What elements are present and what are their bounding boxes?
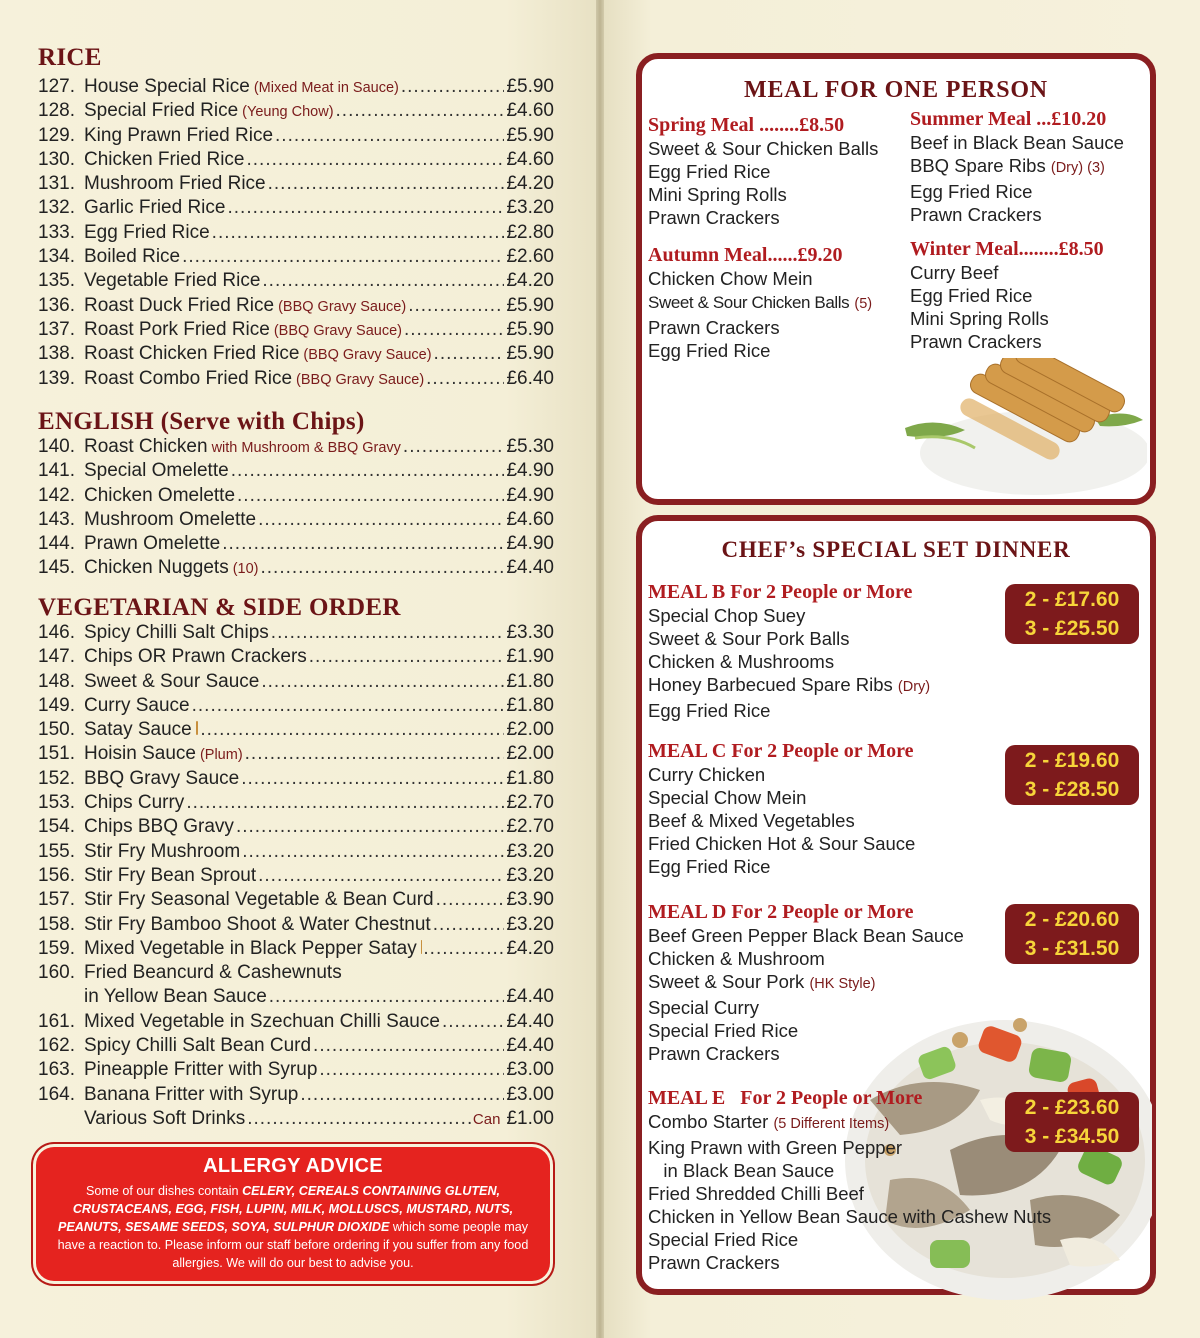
item-price: £4.20 xyxy=(506,173,554,195)
meal-line: Beef Green Pepper Black Bean Sauce xyxy=(648,925,964,946)
item-name: Chips OR Prawn Crackers xyxy=(84,646,307,668)
price-2-people: 2 - £20.60 xyxy=(1024,908,1120,931)
item-price: £2.60 xyxy=(506,246,554,268)
item-name: Stir Fry Bamboo Shoot & Water Chestnut xyxy=(84,913,431,935)
leader-dots xyxy=(408,295,504,317)
item-name: Roast Chicken xyxy=(84,436,208,457)
item-number: 148. xyxy=(38,670,75,692)
item-price: £5.90 xyxy=(506,76,554,97)
meal-heading: MEAL B For 2 People or More xyxy=(648,581,913,603)
item-name: Egg Fried Rice xyxy=(84,221,210,243)
menu-item xyxy=(38,149,554,173)
item-name: Boiled Rice xyxy=(84,246,181,268)
item-price: £4.60 xyxy=(506,508,554,530)
item-price: £3.00 xyxy=(506,1083,554,1105)
menu-item xyxy=(38,1011,554,1035)
leader-dots xyxy=(261,671,504,693)
item-number: 158. xyxy=(38,913,75,935)
meal-line: Sweet & Sour Pork (HK Style) xyxy=(648,971,876,992)
meal-line: Egg Fried Rice xyxy=(648,856,771,877)
price-2-people: 2 - £17.60 xyxy=(1024,588,1120,611)
meal-heading: Spring Meal ........£8.50 xyxy=(648,114,845,136)
leader-dots xyxy=(231,460,505,482)
item-name: Roast Pork Fried Rice xyxy=(84,318,270,340)
summer-meal xyxy=(910,107,1124,226)
item-number: 157. xyxy=(38,889,75,911)
price-3-people: 3 - £28.50 xyxy=(1024,778,1120,801)
menu-item xyxy=(38,509,554,533)
item-price: £5.30 xyxy=(506,436,554,457)
item-name: Vegetable Fried Rice xyxy=(84,270,261,292)
leader-dots xyxy=(271,622,505,644)
item-note: (BBQ Gravy Sauce) xyxy=(296,371,425,388)
item-name: Mixed Vegetable in Black Pepper Satay xyxy=(84,937,417,959)
item-price: £4.40 xyxy=(506,1010,554,1032)
leader-dots xyxy=(242,841,504,863)
menu-item xyxy=(38,938,554,962)
item-price: £2.00 xyxy=(506,719,554,741)
meal-d xyxy=(648,900,964,1065)
item-name: Mushroom Omelette xyxy=(84,508,257,530)
meal-line: Special Chop Suey xyxy=(648,605,806,626)
leader-dots xyxy=(319,1059,504,1081)
item-name: BBQ Gravy Sauce xyxy=(84,767,240,789)
item-price: £2.00 xyxy=(506,743,554,765)
item-price: £4.90 xyxy=(506,484,554,506)
meal-line: Prawn Crackers xyxy=(648,1252,780,1273)
menu-item xyxy=(38,743,554,767)
item-price: £4.40 xyxy=(506,1035,554,1057)
item-number: 152. xyxy=(38,767,75,789)
item-number: 149. xyxy=(38,694,75,716)
item-name: Mixed Vegetable in Szechuan Chilli Sauce xyxy=(84,1010,440,1032)
leader-dots xyxy=(313,1035,504,1057)
veg-items xyxy=(38,622,554,1132)
item-price: £4.20 xyxy=(506,270,554,292)
item-name: Stir Fry Mushroom xyxy=(84,840,241,862)
meal-for-one-title: MEAL FOR ONE PERSON xyxy=(744,77,1048,103)
menu-item xyxy=(38,768,554,792)
menu-item xyxy=(38,719,554,743)
item-note: (BBQ Gravy Sauce) xyxy=(278,298,407,315)
item-name: Various Soft Drinks xyxy=(84,1107,246,1129)
item-price: £6.40 xyxy=(506,367,554,389)
price-2-people: 2 - £19.60 xyxy=(1024,749,1120,772)
menu-item xyxy=(38,173,554,197)
item-name: Roast Chicken Fried Rice xyxy=(84,343,300,365)
item-name: Special Fried Rice xyxy=(84,100,239,122)
item-number: 127. xyxy=(38,76,75,97)
item-price: £5.90 xyxy=(506,343,554,365)
item-number: 143. xyxy=(38,508,75,530)
item-number: 130. xyxy=(38,148,75,170)
meal-heading: MEAL E For 2 People or More xyxy=(648,1087,923,1109)
item-number: 161. xyxy=(38,1010,75,1032)
menu-item xyxy=(38,816,554,840)
spring-rolls-photo xyxy=(895,358,1147,498)
leader-dots xyxy=(426,368,504,390)
meal-line: Prawn Crackers xyxy=(910,204,1042,225)
meal-heading: MEAL D For 2 People or More xyxy=(648,901,914,923)
item-number: 128. xyxy=(38,100,75,122)
veg-section-title: VEGETARIAN & SIDE ORDER xyxy=(38,594,401,621)
menu-item xyxy=(38,295,554,319)
menu-item xyxy=(38,246,554,270)
meal-line: Special Fried Rice xyxy=(648,1229,799,1250)
item-number: 132. xyxy=(38,197,75,219)
leader-dots xyxy=(433,914,505,936)
meal-line: Fried Chicken Hot & Sour Sauce xyxy=(648,833,916,854)
item-number: 129. xyxy=(38,124,75,146)
item-name: Fried Beancurd & Cashewnuts xyxy=(84,962,342,984)
item-number: 150. xyxy=(38,719,75,741)
menu-item xyxy=(38,889,554,913)
item-number: 155. xyxy=(38,840,75,862)
meal-line: Egg Fried Rice xyxy=(648,700,771,721)
price-3-people: 3 - £31.50 xyxy=(1024,937,1120,960)
meal-line: Egg Fried Rice xyxy=(910,181,1033,202)
item-number: 138. xyxy=(38,343,75,365)
menu-item xyxy=(38,368,554,392)
menu-item xyxy=(38,1059,554,1083)
item-number: 137. xyxy=(38,318,75,340)
item-price: £5.90 xyxy=(506,318,554,340)
menu-item xyxy=(38,100,554,124)
price-3-people: 3 - £34.50 xyxy=(1024,1125,1120,1148)
meal-line: Curry Chicken xyxy=(648,764,766,785)
item-note: (Mixed Meat in Sauce) xyxy=(253,80,399,96)
menu-item xyxy=(38,557,554,581)
menu-item xyxy=(38,197,554,221)
menu-item xyxy=(38,270,554,294)
item-price: £2.70 xyxy=(506,816,554,838)
item-number: 164. xyxy=(38,1083,75,1105)
meal-line: Fried Shredded Chilli Beef xyxy=(648,1183,864,1204)
item-name: Stir Fry Bean Sprout xyxy=(84,864,257,886)
meal-line: Sweet & Sour Chicken Balls (5) xyxy=(648,293,873,312)
leader-dots xyxy=(186,792,504,814)
leader-dots xyxy=(442,1011,505,1033)
allergy-title: ALLERGY ADVICE xyxy=(203,1155,383,1177)
item-price: £3.00 xyxy=(506,1059,554,1081)
leader-dots xyxy=(212,222,505,244)
item-price: £1.00 xyxy=(506,1107,554,1129)
item-price: £5.90 xyxy=(506,124,554,146)
item-name: Spicy Chilli Salt Chips xyxy=(84,622,269,643)
meal-line: in Black Bean Sauce xyxy=(648,1160,835,1181)
meal-line: Beef in Black Bean Sauce xyxy=(910,132,1124,153)
item-number: 139. xyxy=(38,367,75,389)
meal-heading: MEAL C For 2 People or More xyxy=(648,740,914,762)
item-price: £4.40 xyxy=(506,557,554,579)
item-number: 154. xyxy=(38,816,75,838)
meal-line: Curry Beef xyxy=(910,262,999,283)
leader-dots xyxy=(309,646,505,668)
leader-dots xyxy=(404,319,504,341)
rice-section-title: RICE xyxy=(38,44,102,71)
item-name: Pineapple Fritter with Syrup xyxy=(84,1059,318,1081)
meal-e xyxy=(648,1086,1051,1274)
meal-line: Chicken & Mushroom xyxy=(648,948,825,969)
item-name: Satay Sauce xyxy=(84,719,192,741)
item-name: Curry Sauce xyxy=(84,694,190,716)
item-price: £3.30 xyxy=(506,622,554,643)
leader-dots xyxy=(434,343,505,365)
meal-line: Prawn Crackers xyxy=(648,317,780,338)
item-name: Chicken Omelette xyxy=(84,484,236,506)
item-name: Sweet & Sour Sauce xyxy=(84,670,260,692)
leader-dots xyxy=(237,485,504,507)
item-number: 147. xyxy=(38,646,75,668)
menu-item xyxy=(38,695,554,719)
meal-line: Egg Fried Rice xyxy=(648,340,771,361)
item-number: 141. xyxy=(38,460,75,482)
meal-line: Chicken & Mushrooms xyxy=(648,651,835,672)
menu-item xyxy=(38,222,554,246)
meal-line: Honey Barbecued Spare Ribs (Dry) xyxy=(648,674,931,695)
leader-dots xyxy=(261,557,505,579)
meal-d-price-badge xyxy=(1005,904,1139,964)
item-name: Chicken Fried Rice xyxy=(84,148,245,170)
menu-item xyxy=(38,646,554,670)
item-note: with Mushroom & BBQ Gravy xyxy=(211,440,401,456)
item-price: £1.80 xyxy=(506,670,554,692)
item-name: Prawn Omelette xyxy=(84,533,221,555)
autumn-meal xyxy=(648,243,872,362)
meal-line: King Prawn with Green Pepper xyxy=(648,1137,902,1158)
item-note: (BBQ Gravy Sauce) xyxy=(303,347,432,364)
item-number: 145. xyxy=(38,557,75,579)
item-name: Special Omelette xyxy=(84,460,229,482)
meal-line: Special Curry xyxy=(648,997,760,1018)
meal-b-price-badge xyxy=(1005,584,1139,644)
meal-c-price-badge xyxy=(1005,745,1139,805)
item-number: 142. xyxy=(38,484,75,506)
meal-line: Prawn Crackers xyxy=(648,207,780,228)
meal-c xyxy=(648,739,915,878)
item-price: £5.90 xyxy=(506,294,554,316)
menu-item xyxy=(38,1108,554,1132)
meal-heading: Winter Meal........£8.50 xyxy=(910,238,1104,260)
item-price: £1.80 xyxy=(506,694,554,716)
item-number: 162. xyxy=(38,1035,75,1057)
winter-meal xyxy=(910,237,1104,353)
item-name: Roast Duck Fried Rice xyxy=(84,294,275,316)
peanut-icon xyxy=(421,940,422,954)
leader-dots xyxy=(336,100,505,122)
leader-dots xyxy=(403,436,505,458)
item-price: £4.60 xyxy=(506,100,554,122)
leader-dots xyxy=(200,719,504,741)
item-note: (Yeung Chow) xyxy=(242,104,334,121)
item-number: 144. xyxy=(38,533,75,555)
menu-item xyxy=(38,962,554,986)
leader-dots xyxy=(236,816,505,838)
price-prefix: Can xyxy=(472,1110,501,1128)
page-fold xyxy=(596,0,604,1338)
leader-dots xyxy=(401,76,505,98)
item-price: £3.90 xyxy=(506,889,554,911)
meal-line: Special Chow Mein xyxy=(648,787,807,808)
meal-line: Special Fried Rice xyxy=(648,1020,799,1041)
menu-item xyxy=(38,792,554,816)
leader-dots xyxy=(300,1084,504,1106)
leader-dots xyxy=(227,197,504,219)
meal-line: Egg Fried Rice xyxy=(910,285,1033,306)
menu-item xyxy=(38,76,554,100)
item-price: £3.20 xyxy=(506,197,554,219)
item-price: £4.60 xyxy=(506,148,554,170)
menu-item xyxy=(38,319,554,343)
item-name: King Prawn Fried Rice xyxy=(84,124,274,146)
menu-item xyxy=(38,343,554,367)
item-name: Roast Combo Fried Rice xyxy=(84,367,293,389)
meal-line: Prawn Crackers xyxy=(910,331,1042,352)
menu-item xyxy=(38,622,554,646)
item-note: (BBQ Gravy Sauce) xyxy=(273,322,402,339)
leader-dots xyxy=(423,938,504,960)
item-note: (10) xyxy=(232,561,259,578)
leader-dots xyxy=(222,533,504,555)
leader-dots xyxy=(262,270,504,292)
leader-dots xyxy=(258,509,504,531)
meal-e-price-badge xyxy=(1005,1092,1139,1152)
menu-item xyxy=(38,1084,554,1108)
menu-item xyxy=(38,460,554,484)
item-number: 156. xyxy=(38,864,75,886)
peanut-icon xyxy=(196,721,199,735)
item-price: £2.70 xyxy=(506,792,554,814)
meal-line: Beef & Mixed Vegetables xyxy=(648,810,855,831)
item-name: Mushroom Fried Rice xyxy=(84,173,266,195)
leader-dots xyxy=(247,149,505,171)
item-name: Chips Curry xyxy=(84,792,185,814)
meal-line: Mini Spring Rolls xyxy=(910,308,1049,329)
meal-line: Egg Fried Rice xyxy=(648,161,771,182)
spring-meal xyxy=(648,113,878,229)
leader-dots xyxy=(182,246,504,268)
meal-line: Combo Starter (5 Different Items) xyxy=(648,1111,890,1132)
leader-dots xyxy=(192,695,505,717)
leader-dots xyxy=(269,986,505,1008)
leader-dots xyxy=(245,743,505,765)
menu-item xyxy=(38,485,554,509)
item-name: Chips BBQ Gravy xyxy=(84,816,234,838)
menu-item xyxy=(38,865,554,889)
item-price: £3.20 xyxy=(506,840,554,862)
meal-line: Sweet & Sour Chicken Balls xyxy=(648,138,879,159)
item-price: £4.40 xyxy=(506,986,554,1008)
item-name: Hoisin Sauce xyxy=(84,743,196,765)
item-price: £4.90 xyxy=(506,460,554,482)
item-price: £4.20 xyxy=(506,937,554,959)
item-number: 135. xyxy=(38,270,75,292)
leader-dots xyxy=(268,173,505,195)
menu-item xyxy=(38,841,554,865)
item-number: 159. xyxy=(38,937,75,959)
item-name: Stir Fry Seasonal Vegetable & Bean Curd xyxy=(84,889,434,911)
leader-dots xyxy=(258,865,504,887)
meal-line: Chicken Chow Mein xyxy=(648,268,813,289)
rice-items xyxy=(38,76,554,392)
item-note: (Plum) xyxy=(199,747,243,764)
item-number: 131. xyxy=(38,173,75,195)
item-number: 160. xyxy=(38,962,75,984)
english-items xyxy=(38,436,554,582)
item-name: Chicken Nuggets xyxy=(84,557,229,579)
item-price: £1.80 xyxy=(506,767,554,789)
item-number: 140. xyxy=(38,436,75,457)
item-name: Garlic Fried Rice xyxy=(84,197,226,219)
meal-line: Chicken in Yellow Bean Sauce with Cashew Nuts xyxy=(648,1206,1052,1227)
allergy-advice-box xyxy=(36,1147,550,1281)
menu-item xyxy=(38,671,554,695)
chefs-special-title: CHEF’s SPECIAL SET DINNER xyxy=(721,537,1071,562)
price-2-people: 2 - £23.60 xyxy=(1024,1096,1120,1119)
item-name: Spicy Chilli Salt Bean Curd xyxy=(84,1035,312,1057)
item-number: 134. xyxy=(38,246,75,268)
item-price: £3.20 xyxy=(506,864,554,886)
item-price: £1.90 xyxy=(506,646,554,668)
leader-dots xyxy=(436,889,505,911)
menu-item xyxy=(38,1035,554,1059)
english-section-title: ENGLISH (Serve with Chips) xyxy=(38,408,365,435)
allergy-text: Some of our dishes contain CELERY, CEREALS CONTAINING GLUTEN, CRUSTACEANS, EGG, FISH, LUPIN, MILK, MOLLUSCS, MUSTARD, NUTS, PEANUTS, SESAME SEEDS, SOYA, SULPHUR DIOXIDE which some people may have a reaction to. Please inform our staff before ordering if you suffer from any food allergies. We will do our best to advise you. xyxy=(57,1184,529,1270)
item-price: £3.20 xyxy=(506,913,554,935)
item-price: £2.80 xyxy=(506,221,554,243)
item-number: 153. xyxy=(38,792,75,814)
item-number: 133. xyxy=(38,221,75,243)
meal-line: Mini Spring Rolls xyxy=(648,184,787,205)
item-number: 146. xyxy=(38,622,75,643)
menu-item xyxy=(38,533,554,557)
leader-dots xyxy=(275,125,504,147)
meal-line: BBQ Spare Ribs (Dry) (3) xyxy=(910,155,1105,176)
item-number: 136. xyxy=(38,294,75,316)
price-3-people: 3 - £25.50 xyxy=(1024,617,1120,640)
leader-dots xyxy=(247,1108,471,1130)
meal-line: Sweet & Sour Pork Balls xyxy=(648,628,850,649)
meal-b xyxy=(648,580,930,722)
item-name: House Special Rice xyxy=(84,76,250,97)
item-name: Banana Fritter with Syrup xyxy=(84,1083,299,1105)
leader-dots xyxy=(241,768,504,790)
meal-heading: Summer Meal ...£10.20 xyxy=(910,108,1107,130)
menu-item xyxy=(38,436,554,460)
menu-item xyxy=(38,986,554,1010)
menu-item xyxy=(38,914,554,938)
allergen-list: CELERY, CEREALS CONTAINING GLUTEN, CRUSTACEANS, EGG, FISH, LUPIN, MILK, MOLLUSCS, MUSTARD, NUTS, PEANUTS, SESAME SEEDS, SOYA, SULPHUR DIOXIDE xyxy=(57,1184,514,1234)
menu-item xyxy=(38,125,554,149)
item-price: £4.90 xyxy=(506,533,554,555)
item-name: in Yellow Bean Sauce xyxy=(84,986,267,1008)
item-number: 163. xyxy=(38,1059,75,1081)
meal-line: Prawn Crackers xyxy=(648,1043,780,1064)
meal-heading: Autumn Meal......£9.20 xyxy=(648,244,843,266)
item-number: 151. xyxy=(38,743,75,765)
